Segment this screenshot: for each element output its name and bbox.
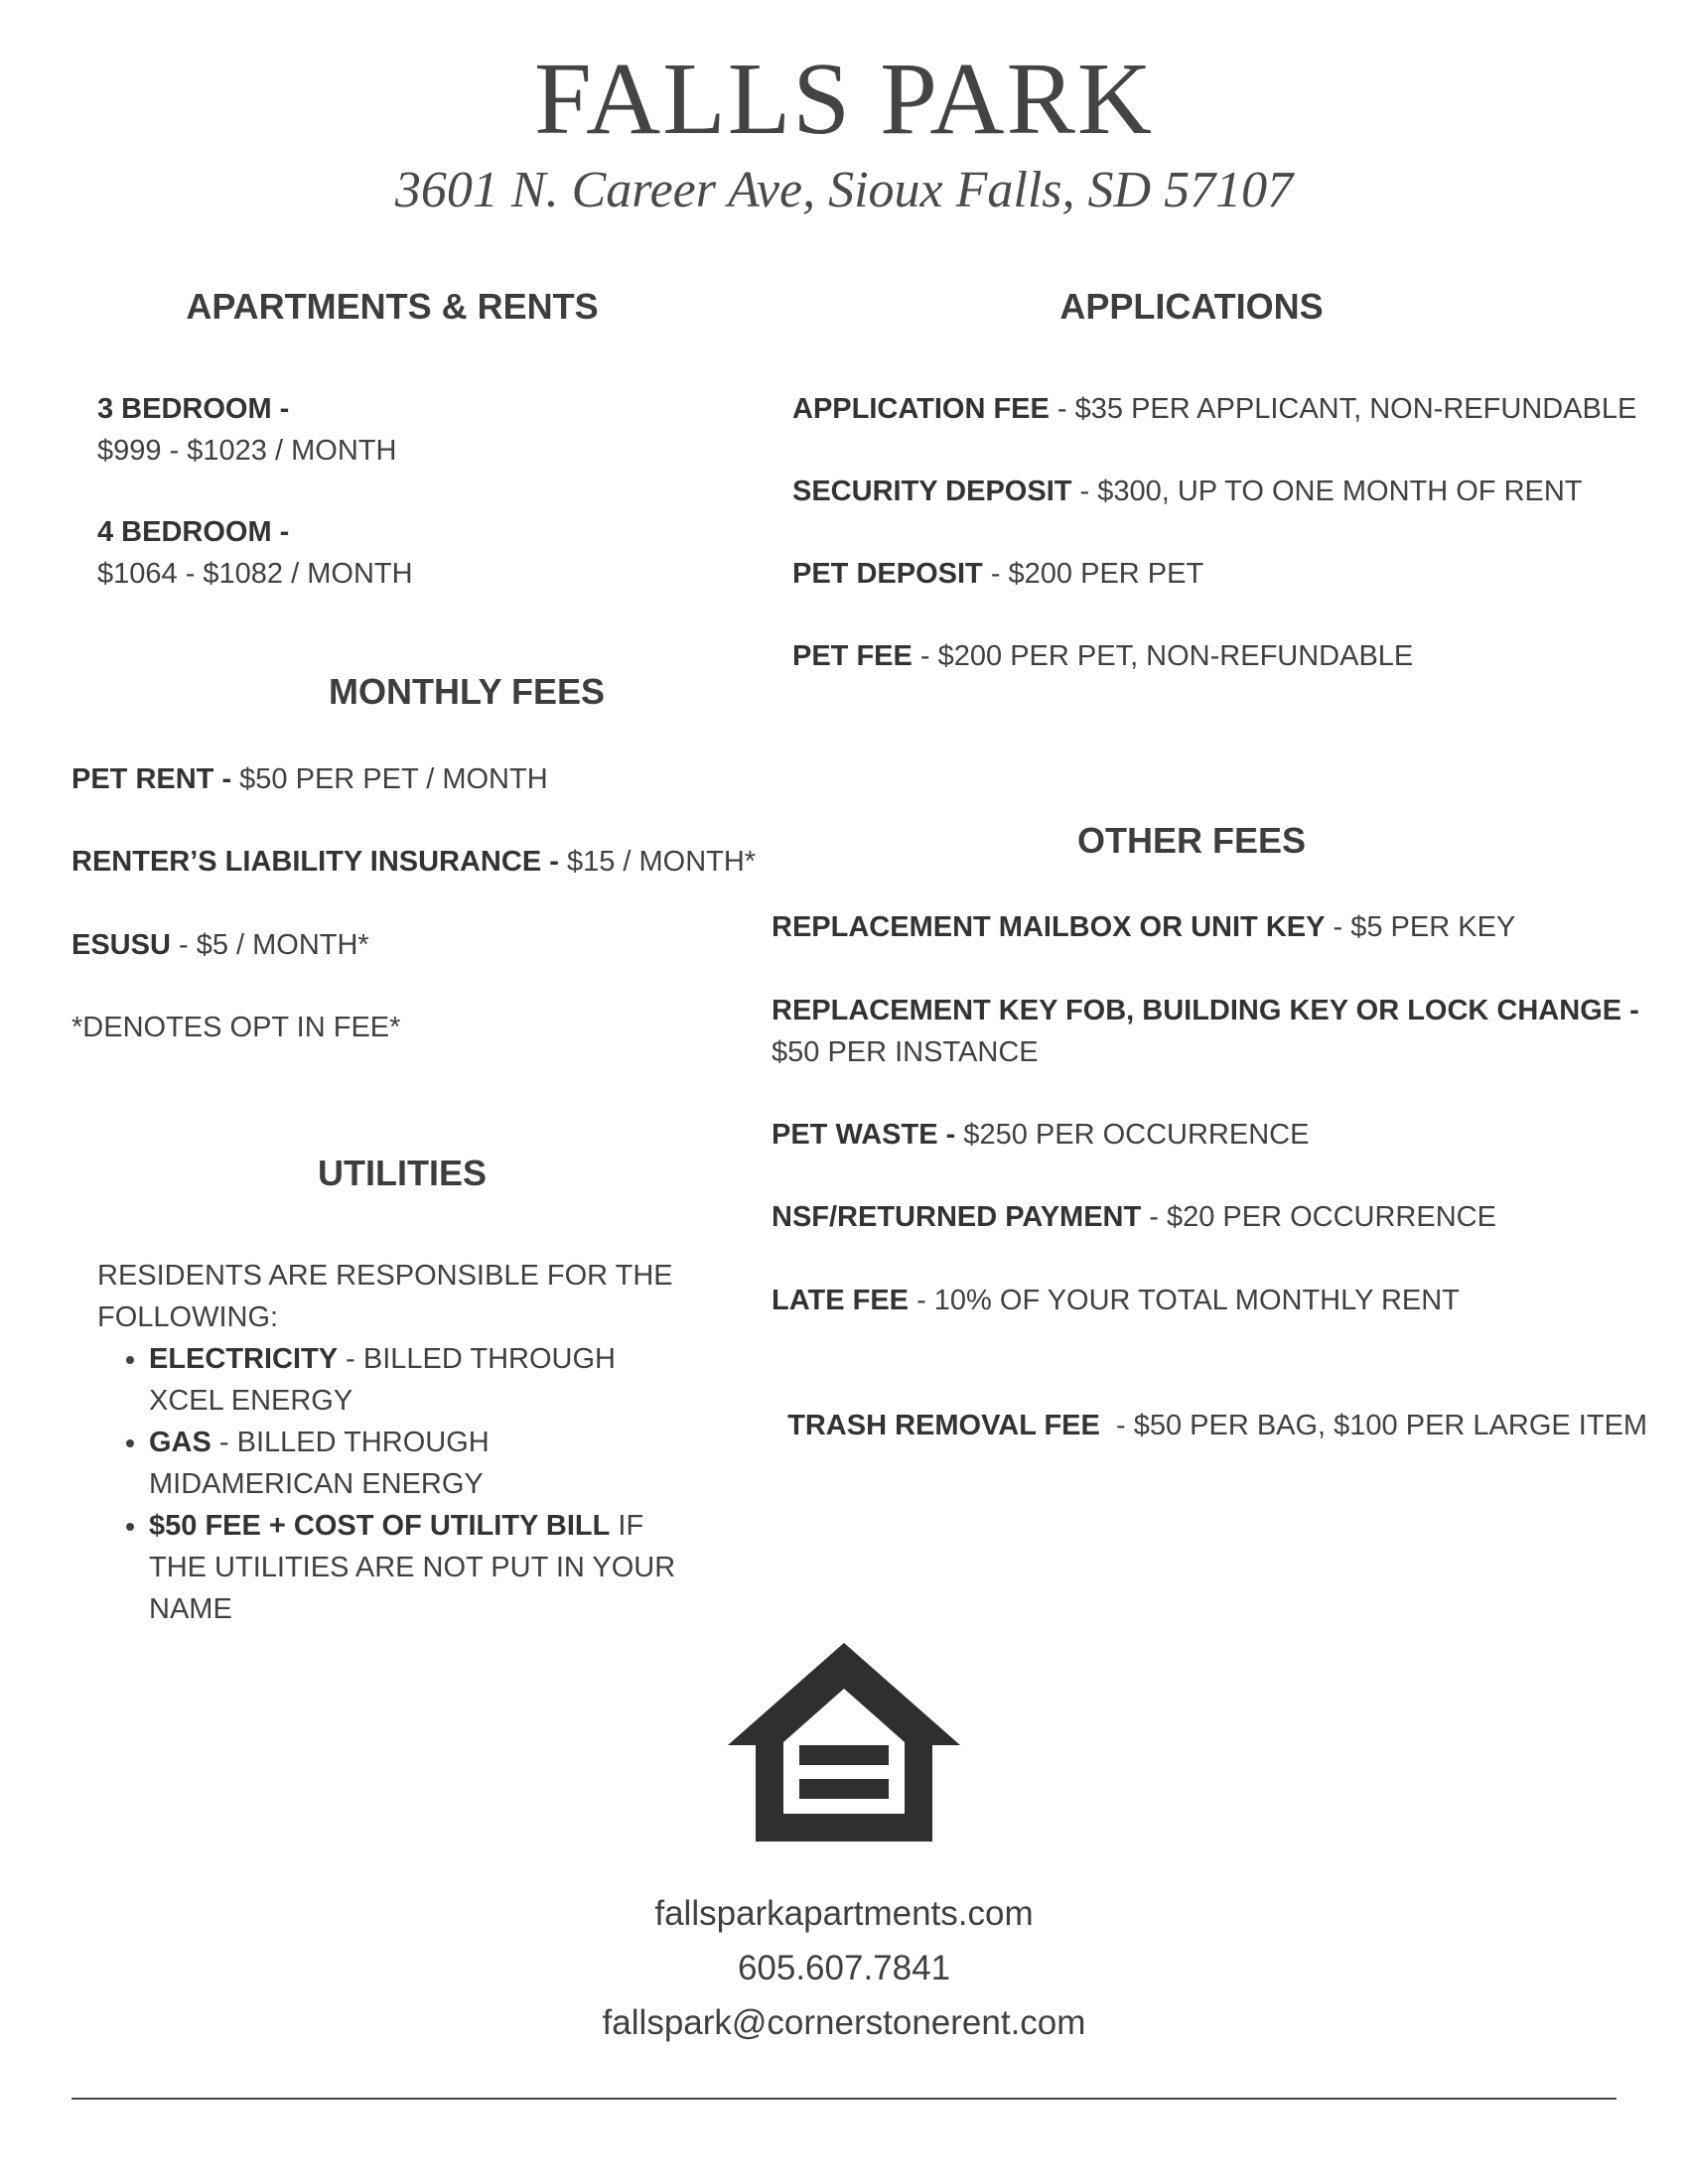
other-fees-heading: OTHER FEES bbox=[1076, 820, 1307, 861]
utility-item bbox=[149, 1422, 693, 1505]
application-value: - $200 PER PET bbox=[982, 558, 1204, 590]
application-item bbox=[792, 635, 1666, 677]
utility-label: GAS bbox=[149, 1427, 211, 1458]
other-fee-item bbox=[772, 990, 1645, 1073]
fee-label: REPLACEMENT MAILBOX OR UNIT KEY bbox=[772, 911, 1326, 943]
fee-value: - $20 PER OCCURRENCE bbox=[1141, 1201, 1496, 1233]
application-label: PET DEPOSIT bbox=[792, 558, 983, 590]
fee-label: REPLACEMENT KEY FOB, BUILDING KEY OR LOCK CHANGE - bbox=[772, 995, 1639, 1026]
fee-value: - $5 / MONTH* bbox=[170, 929, 369, 961]
fee-label: PET RENT - bbox=[71, 763, 240, 795]
utilities-intro: RESIDENTS ARE RESPONSIBLE FOR THE FOLLOWING: bbox=[97, 1260, 673, 1333]
apartment-rent: $999 - $1023 / MONTH bbox=[97, 435, 397, 467]
applications-heading: APPLICATIONS bbox=[1059, 286, 1324, 327]
fee-value: - $50 PER BAG, $100 PER LARGE ITEM bbox=[1099, 1410, 1648, 1441]
property-address: 3601 N. Career Ave, Sioux Falls, SD 57107 bbox=[394, 162, 1294, 218]
application-label: PET FEE bbox=[792, 640, 913, 672]
fee-label: PET WASTE - bbox=[772, 1119, 964, 1151]
apartment-item bbox=[97, 388, 693, 472]
application-item bbox=[792, 388, 1666, 430]
fee-label: RENTER’S LIABILITY INSURANCE - bbox=[71, 846, 567, 878]
monthly-fee-item bbox=[71, 841, 767, 883]
fee-label: NSF/RETURNED PAYMENT bbox=[772, 1201, 1142, 1233]
fee-value: $50 PER PET / MONTH bbox=[239, 763, 548, 795]
apartment-label: 4 BEDROOM - bbox=[97, 516, 290, 548]
application-value: - $300, UP TO ONE MONTH OF RENT bbox=[1071, 476, 1583, 507]
utility-item bbox=[149, 1505, 693, 1630]
phone-number[interactable]: 605.607.7841 bbox=[737, 1949, 951, 1987]
apartments-heading: APARTMENTS & RENTS bbox=[186, 286, 599, 327]
fee-value: - 10% OF YOUR TOTAL MONTHLY RENT bbox=[909, 1285, 1460, 1316]
monthly-fee-item bbox=[71, 924, 747, 966]
fee-value: $15 / MONTH* bbox=[566, 846, 757, 878]
monthly-fee-item bbox=[71, 758, 747, 800]
utilities-heading: UTILITIES bbox=[318, 1153, 487, 1193]
application-item bbox=[792, 471, 1666, 512]
fee-value: $250 PER OCCURRENCE bbox=[963, 1119, 1310, 1151]
application-value: - $35 PER APPLICANT, NON-REFUNDABLE bbox=[1049, 393, 1637, 425]
utility-label: ELECTRICITY bbox=[149, 1343, 339, 1375]
fee-value: - $5 PER KEY bbox=[1325, 911, 1516, 943]
utilities-block bbox=[97, 1255, 693, 1630]
property-title: FALLS PARK bbox=[534, 42, 1154, 156]
apartment-item bbox=[97, 511, 693, 595]
fee-label: LATE FEE bbox=[772, 1285, 910, 1316]
equal-housing-icon bbox=[728, 1643, 960, 1846]
other-fee-item bbox=[772, 1280, 1645, 1321]
other-fee-item bbox=[772, 1114, 1645, 1156]
bottom-divider bbox=[71, 2098, 1617, 2100]
fee-label: ESUSU bbox=[71, 929, 171, 961]
other-fee-item bbox=[772, 906, 1645, 948]
fee-value: $50 PER INSTANCE bbox=[772, 1036, 1039, 1068]
utility-label: $50 FEE + COST OF UTILITY BILL bbox=[149, 1510, 611, 1542]
application-item bbox=[792, 553, 1666, 595]
application-label: APPLICATION FEE bbox=[792, 393, 1050, 425]
apartment-rent: $1064 - $1082 / MONTH bbox=[97, 558, 413, 590]
application-value: - $200 PER PET, NON-REFUNDABLE bbox=[912, 640, 1414, 672]
other-fee-item bbox=[772, 1363, 1648, 1446]
apartment-label: 3 BEDROOM - bbox=[97, 393, 290, 425]
utility-value: - BILLED THROUGH XCEL ENERGY bbox=[149, 1343, 616, 1417]
utility-value: IF THE UTILITIES ARE NOT PUT IN YOUR NAME bbox=[149, 1510, 676, 1625]
monthly-fees-heading: MONTHLY FEES bbox=[328, 671, 606, 712]
utilities-list bbox=[97, 1338, 693, 1630]
utility-value: - BILLED THROUGH MIDAMERICAN ENERGY bbox=[149, 1427, 490, 1500]
utility-item bbox=[149, 1338, 693, 1422]
application-label: SECURITY DEPOSIT bbox=[792, 476, 1072, 507]
email-link[interactable]: fallspark@cornerstonerent.com bbox=[602, 2003, 1086, 2042]
website-link[interactable]: fallsparkapartments.com bbox=[654, 1894, 1034, 1933]
fee-label: TRASH REMOVAL FEE bbox=[787, 1410, 1100, 1441]
opt-in-note: *DENOTES OPT IN FEE* bbox=[71, 1012, 401, 1043]
other-fee-item bbox=[772, 1196, 1645, 1238]
